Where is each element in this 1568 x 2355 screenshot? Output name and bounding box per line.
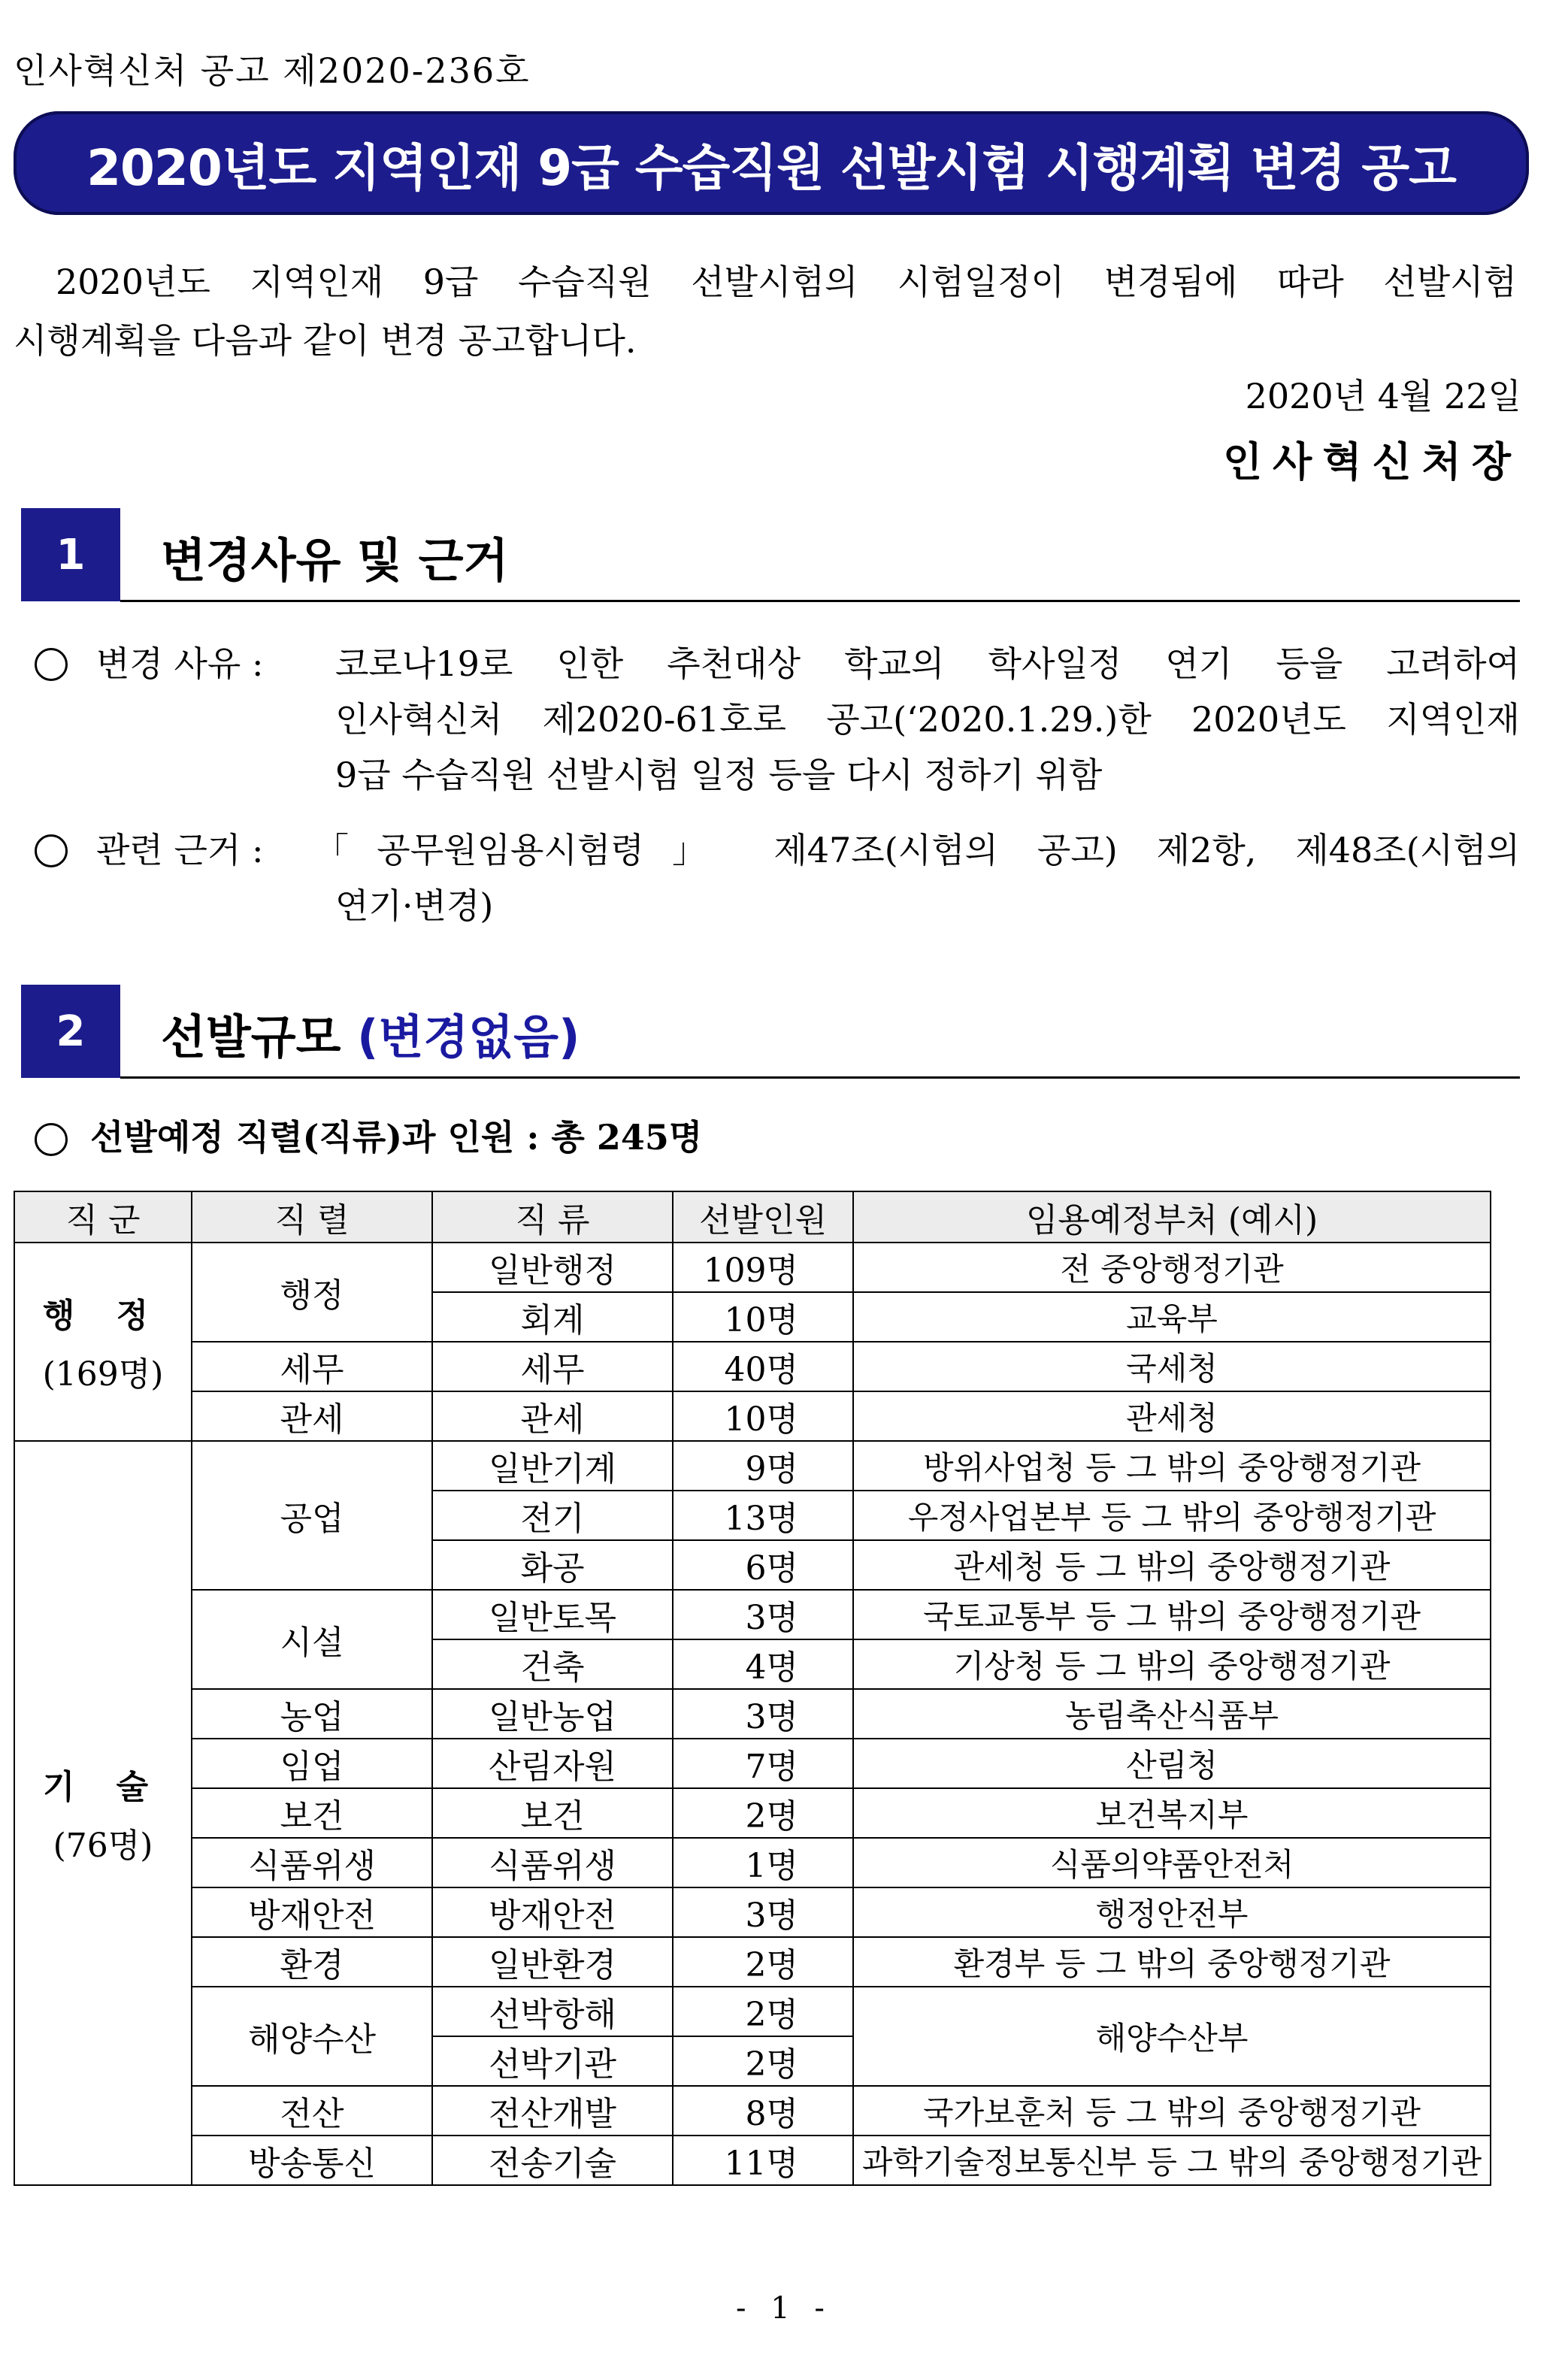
job-series-cell: 시설: [192, 1590, 432, 1689]
department-cell: 국세청: [853, 1342, 1491, 1391]
department-cell: 보건복지부: [853, 1788, 1491, 1838]
department-cell: 전 중앙행정기관: [853, 1243, 1491, 1292]
department-cell: 농림축산식품부: [853, 1689, 1491, 1739]
selection-count-cell: 2명: [673, 1987, 853, 2036]
department-cell: 기상청 등 그 밖의 중앙행정기관: [853, 1639, 1491, 1689]
table-row: [14, 1243, 1491, 1292]
job-series-cell: 식품위생: [192, 1838, 432, 1887]
intro-line-1: 2020년도 지역인재 9급 수습직원 선발시험의 시험일정이 변경됨에 따라 선발시험: [56, 262, 1517, 302]
selection-table: [14, 1191, 1491, 2186]
basis-line-2: 연기·변경): [335, 885, 494, 926]
department-cell: 우정사업본부 등 그 밖의 중앙행정기관: [853, 1491, 1491, 1540]
page-number: - 1 -: [736, 2291, 832, 2326]
job-type-cell: 일반기계: [432, 1441, 673, 1491]
section-2-note: (변경없음): [357, 1010, 580, 1064]
job-type-cell: 화공: [432, 1540, 673, 1590]
job-series-cell: 관세: [192, 1391, 432, 1441]
job-series-cell: 해양수산: [192, 1987, 432, 2086]
table-header-row: [14, 1191, 1491, 1243]
department-cell: 관세청 등 그 밖의 중앙행정기관: [853, 1540, 1491, 1590]
job-type-cell: 전산개발: [432, 2086, 673, 2136]
table-row: [14, 1887, 1491, 1937]
department-cell: 방위사업청 등 그 밖의 중앙행정기관: [853, 1441, 1491, 1491]
job-type-cell: 세무: [432, 1342, 673, 1391]
section-1-rule: [120, 600, 1520, 602]
table-row: [14, 1342, 1491, 1391]
job-type-cell: 일반농업: [432, 1689, 673, 1739]
job-group-cell: [14, 1441, 192, 2185]
selection-count-cell: 9명: [673, 1441, 853, 1491]
job-type-cell: 선박항해: [432, 1987, 673, 2036]
document-title: 2020년도 지역인재 9급 수습직원 선발시험 시행계획 변경 공고: [86, 138, 1456, 197]
job-series-cell: 농업: [192, 1689, 432, 1739]
selection-count-cell: 1명: [673, 1838, 853, 1887]
table-row: [14, 1937, 1491, 1987]
circle-bullet-icon: [35, 648, 68, 681]
selection-count-cell: 10명: [673, 1292, 853, 1342]
notice-date: 2020년 4월 22일: [1245, 376, 1521, 416]
table-row: [14, 1441, 1491, 1491]
job-type-cell: 전송기술: [432, 2136, 673, 2185]
job-type-cell: 보건: [432, 1788, 673, 1838]
table-row: [14, 1987, 1491, 2036]
selection-count-cell: 40명: [673, 1342, 853, 1391]
department-cell: 해양수산부: [853, 1987, 1491, 2086]
job-series-cell: 환경: [192, 1937, 432, 1987]
col-header-department: 임용예정부처 (예시): [853, 1191, 1491, 1243]
selection-count-cell: 2명: [673, 2036, 853, 2086]
department-cell: 국토교통부 등 그 밖의 중앙행정기관: [853, 1590, 1491, 1639]
section-2-rule: [120, 1076, 1520, 1079]
selection-count-cell: 10명: [673, 1391, 853, 1441]
selection-count-cell: 2명: [673, 1937, 853, 1987]
signer: 인사혁신처장: [1223, 438, 1521, 486]
table-row: [14, 1391, 1491, 1441]
intro-line-2: 시행계획을 다음과 같이 변경 공고합니다.: [14, 320, 637, 361]
job-series-cell: 방재안전: [192, 1887, 432, 1937]
job-series-cell: 공업: [192, 1441, 432, 1590]
notice-number: 인사혁신처 공고 제2020-236호: [14, 50, 531, 91]
job-type-cell: 전기: [432, 1491, 673, 1540]
department-cell: 환경부 등 그 밖의 중앙행정기관: [853, 1937, 1491, 1987]
reason-line-2: 인사혁신처 제2020-61호로 공고(‘2020.1.29.)한 2020년도 지역인재: [335, 699, 1520, 740]
job-type-cell: 회계: [432, 1292, 673, 1342]
department-cell: 행정안전부: [853, 1887, 1491, 1937]
section-1-number: 1: [21, 508, 120, 601]
job-group-name: 기 술: [42, 1768, 164, 1806]
selection-count-cell: 13명: [673, 1491, 853, 1540]
table-row: [14, 2136, 1491, 2185]
col-header-group: 직 군: [14, 1191, 192, 1243]
job-group-name: 행 정: [42, 1297, 164, 1335]
selection-count-cell: 4명: [673, 1639, 853, 1689]
col-header-series: 직 렬: [192, 1191, 432, 1243]
job-group-count: (76명): [53, 1827, 153, 1865]
department-cell: 과학기술정보통신부 등 그 밖의 중앙행정기관: [853, 2136, 1491, 2185]
job-type-cell: 선박기관: [432, 2036, 673, 2086]
job-group-cell: [14, 1243, 192, 1441]
selection-count-cell: 6명: [673, 1540, 853, 1590]
job-type-cell: 산림자원: [432, 1739, 673, 1788]
col-header-type: 직 류: [432, 1191, 673, 1243]
job-type-cell: 방재안전: [432, 1887, 673, 1937]
selection-count-cell: 11명: [673, 2136, 853, 2185]
job-type-cell: 일반환경: [432, 1937, 673, 1987]
job-series-cell: 행정: [192, 1243, 432, 1342]
section-2-title-wrap: [161, 1000, 580, 1067]
basis-label: 관련 근거 :: [96, 830, 264, 870]
department-cell: 식품의약품안전처: [853, 1838, 1491, 1887]
reason-label: 변경 사유 :: [96, 643, 264, 684]
selection-count-cell: 3명: [673, 1887, 853, 1937]
job-series-cell: 보건: [192, 1788, 432, 1838]
table-row: [14, 2086, 1491, 2136]
selection-count-cell: 3명: [673, 1689, 853, 1739]
selection-count-cell: 109명: [673, 1243, 853, 1292]
selection-count-cell: 7명: [673, 1739, 853, 1788]
table-row: [14, 1739, 1491, 1788]
section-1-title: 변경사유 및 근거: [161, 533, 509, 588]
selection-count-cell: 2명: [673, 1788, 853, 1838]
job-series-cell: 세무: [192, 1342, 432, 1391]
table-row: [14, 1590, 1491, 1639]
table-row: [14, 1788, 1491, 1838]
section-2-number: 2: [21, 985, 120, 1078]
reason-line-1: 코로나19로 인한 추천대상 학교의 학사일정 연기 등을 고려하여: [335, 643, 1520, 684]
circle-bullet-icon: [35, 1123, 68, 1156]
job-series-cell: 임업: [192, 1739, 432, 1788]
basis-line-1: 「공무원임용시험령」 제47조(시험의 공고) 제2항, 제48조(시험의: [314, 830, 1520, 870]
circle-bullet-icon: [35, 834, 68, 867]
job-type-cell: 일반토목: [432, 1590, 673, 1639]
department-cell: 관세청: [853, 1391, 1491, 1441]
job-series-cell: 방송통신: [192, 2136, 432, 2185]
table-body: [14, 1243, 1491, 2185]
table-row: [14, 1689, 1491, 1739]
selection-count-cell: 3명: [673, 1590, 853, 1639]
table-row: [14, 1838, 1491, 1887]
selection-count-cell: 8명: [673, 2086, 853, 2136]
job-type-cell: 건축: [432, 1639, 673, 1689]
section-2-title: 선발규모: [161, 1010, 341, 1064]
reason-line-3: 9급 수습직원 선발시험 일정 등을 다시 정하기 위함: [335, 755, 1103, 795]
selection-summary: 선발예정 직렬(직류)과 인원 : 총 245명: [90, 1117, 703, 1158]
job-type-cell: 식품위생: [432, 1838, 673, 1887]
job-group-count: (169명): [42, 1355, 164, 1394]
col-header-count: 선발인원: [673, 1191, 853, 1243]
job-type-cell: 관세: [432, 1391, 673, 1441]
job-series-cell: 전산: [192, 2086, 432, 2136]
job-type-cell: 일반행정: [432, 1243, 673, 1292]
title-banner: [14, 111, 1529, 215]
department-cell: 산림청: [853, 1739, 1491, 1788]
department-cell: 교육부: [853, 1292, 1491, 1342]
department-cell: 국가보훈처 등 그 밖의 중앙행정기관: [853, 2086, 1491, 2136]
